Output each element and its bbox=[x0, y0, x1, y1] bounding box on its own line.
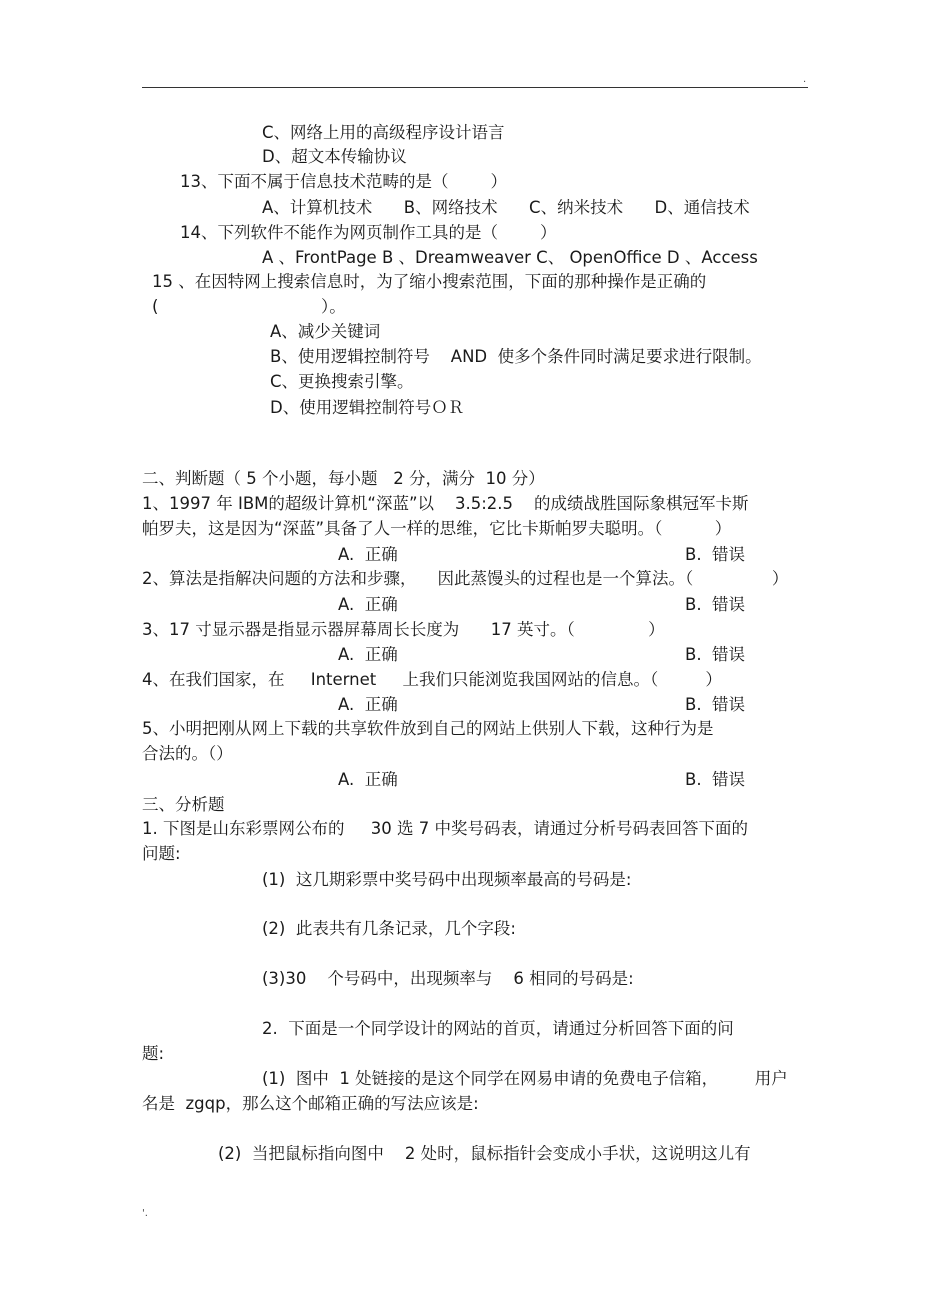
tf-q2-line1: 2、算法是指解决问题的方法和步骤， 因此蒸馒头的过程也是一个算法。（ ） bbox=[142, 569, 789, 588]
q15-stem: 15 、在因特网上搜索信息时，为了缩小搜索范围，下面的那种操作是正确的 bbox=[152, 272, 707, 291]
q14-stem: 14、下列软件不能作为网页制作工具的是（ ） bbox=[180, 223, 557, 242]
header-corner-mark: . bbox=[803, 74, 807, 85]
q15-option-c: C、更换搜索引擎。 bbox=[270, 372, 414, 391]
tf-q4-line1: 4、在我们国家，在 Internet 上我们只能浏览我国网站的信息。（ ） bbox=[142, 670, 722, 689]
tf-q3-answer-b: B. 错误 bbox=[685, 645, 746, 664]
q12-option-c: C、网络上用的高级程序设计语言 bbox=[262, 123, 505, 142]
analysis-p1-q2: (2) 此表共有几条记录，几个字段: bbox=[262, 919, 516, 938]
q15-option-b: B、使用逻辑控制符号 AND 使多个条件同时满足要求进行限制。 bbox=[270, 347, 762, 366]
tf-q2-answer-b: B. 错误 bbox=[685, 595, 746, 614]
tf-q5-line2: 合法的。（） bbox=[142, 744, 233, 763]
analysis-p1-line2: 问题: bbox=[142, 844, 181, 863]
tf-q2-answer-a: A. 正确 bbox=[338, 595, 398, 614]
analysis-p2-line2: 题: bbox=[142, 1044, 165, 1063]
analysis-p1-line1: 1. 下图是山东彩票网公布的 30 选 7 中奖号码表，请通过分析号码表回答下面的 bbox=[142, 819, 748, 838]
q12-option-d: D、超文本传输协议 bbox=[262, 147, 407, 166]
q15-answer-paren: ( ）。 bbox=[152, 297, 346, 316]
header-rule bbox=[142, 87, 808, 88]
analysis-p1-q1: (1) 这几期彩票中奖号码中出现频率最高的号码是: bbox=[262, 870, 632, 889]
tf-q5-answer-a: A. 正确 bbox=[338, 770, 398, 789]
section-heading-analysis: 三、分析题 bbox=[142, 795, 225, 814]
q14-options: A 、FrontPage B 、Dreamweaver C、 OpenOffice D 、Access bbox=[262, 248, 758, 267]
tf-q5-line1: 5、小明把刚从网上下载的共享软件放到自己的网站上供别人下载，这种行为是 bbox=[142, 719, 714, 738]
tf-q4-answer-b: B. 错误 bbox=[685, 695, 746, 714]
q15-option-a: A、减少关键词 bbox=[270, 322, 381, 341]
tf-q4-answer-a: A. 正确 bbox=[338, 695, 398, 714]
q15-option-d: D、使用逻辑控制符号ＯＲ bbox=[270, 398, 465, 417]
tf-q3-line1: 3、17 寸显示器是指显示器屏幕周长长度为 17 英寸。（ ） bbox=[142, 620, 665, 639]
footer-corner-mark: '. bbox=[142, 1208, 148, 1219]
analysis-p2-q2-line1: (2) 当把鼠标指向图中 2 处时，鼠标指针会变成小手状，这说明这儿有 bbox=[218, 1144, 751, 1163]
analysis-p1-q3: (3)30 个号码中，出现频率与 6 相同的号码是: bbox=[262, 969, 634, 988]
tf-q5-answer-b: B. 错误 bbox=[685, 770, 746, 789]
tf-q1-line2: 帕罗夫，这是因为“深蓝”具备了人一样的思维，它比卡斯帕罗夫聪明。（ ） bbox=[142, 519, 732, 538]
tf-q3-answer-a: A. 正确 bbox=[338, 645, 398, 664]
analysis-p2-line1: 2. 下面是一个同学设计的网站的首页，请通过分析回答下面的问 bbox=[262, 1019, 734, 1038]
q13-options: A、计算机技术 B、网络技术 C、纳米技术 D、通信技术 bbox=[262, 198, 750, 217]
analysis-p2-q1-line2: 名是 zgqp，那么这个邮箱正确的写法应该是: bbox=[142, 1094, 479, 1113]
section-heading-true-false: 二、判断题（ 5 个小题，每小题 2 分，满分 10 分） bbox=[142, 469, 545, 488]
q13-stem: 13、下面不属于信息技术范畴的是（ ） bbox=[180, 172, 507, 191]
tf-q1-answer-b: B. 错误 bbox=[685, 545, 746, 564]
analysis-p2-q1-line1: (1) 图中 1 处链接的是这个同学在网易申请的免费电子信箱， 用户 bbox=[262, 1069, 788, 1088]
tf-q1-answer-a: A. 正确 bbox=[338, 545, 398, 564]
tf-q1-line1: 1、1997 年 IBM的超级计算机“深蓝”以 3.5:2.5 的成绩战胜国际象棋冠军卡斯 bbox=[142, 494, 749, 513]
